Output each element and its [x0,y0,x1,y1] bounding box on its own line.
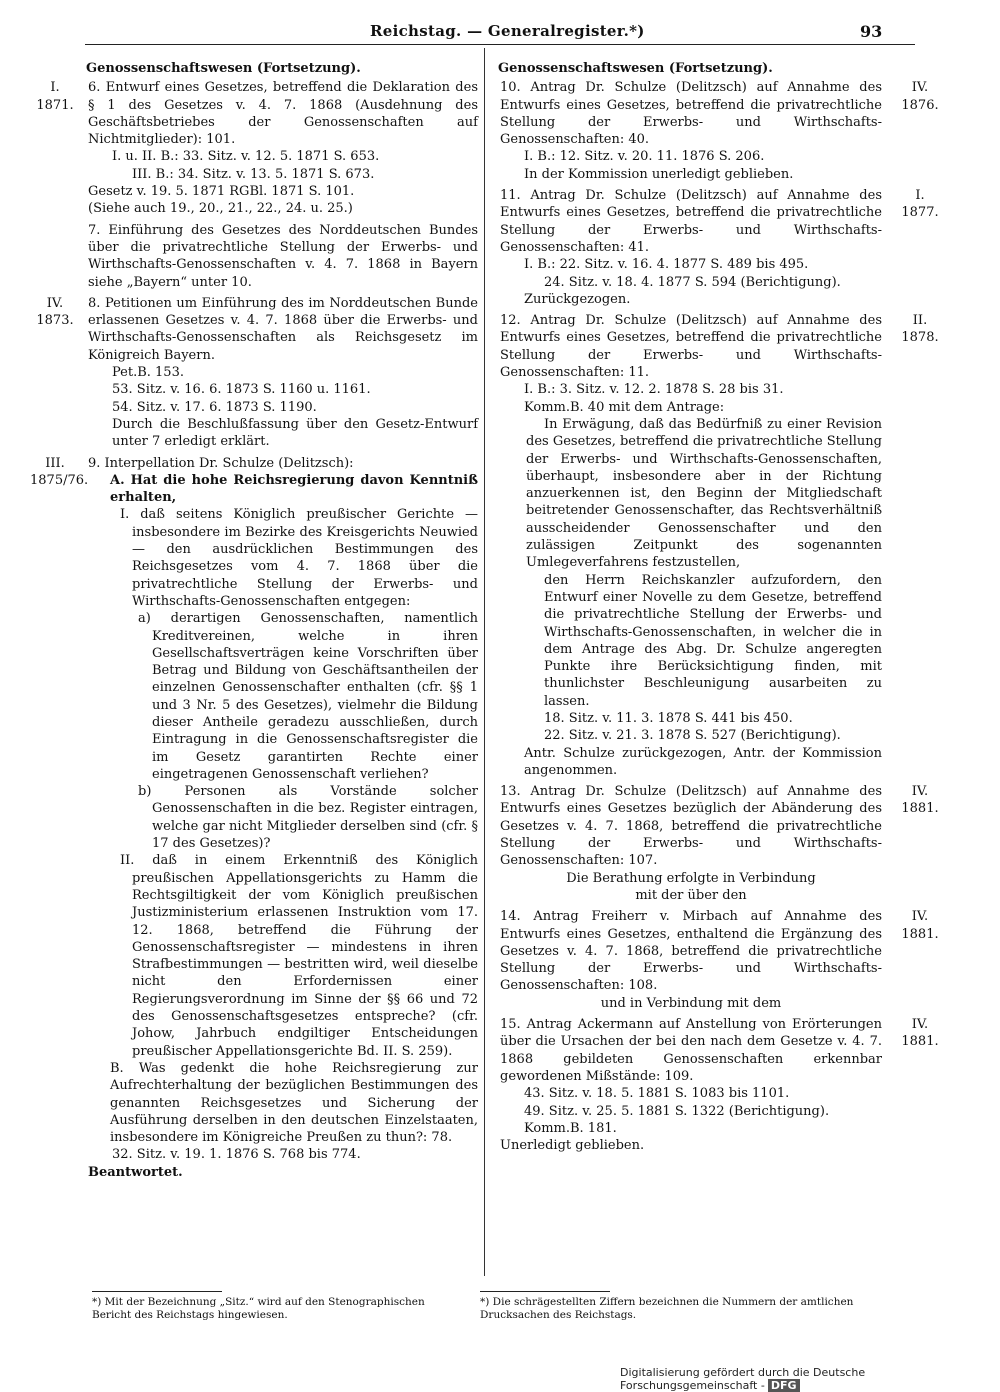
margin-note: I. 1877. [901,188,939,221]
footnote-rule [480,1291,610,1292]
entry-9 [30,455,478,1181]
entry-text: 7. Einführung des Gesetzes des Norddeutschen Bundes über die privatrechtliche Stellung der Erwerbs- und Wirthschafts-Genossenschaften v. 4. 7. 1868 in Bayern siehe „Bayern“ unter 10. [88,222,478,290]
entry-title: 14. Antrag Freiherr v. Mirbach auf Annahme des Entwurfs eines Gesetzes, enthaltend die Ergänzung des Gesetzes v. 4. 7. 1868, betreffend die privatrechtliche Stellung der Erwerbs- und Wirthschafts-Genossenschaften: 108. [500,909,882,994]
point-a: a) derartigen Genossenschaften, namentlich Kreditvereinen, welche in ihren Gesellschaftsverträgen keine Vorschriften über Betrag und Bildung von Geschäftsantheilen der einzelnen Genossenschafter enthalten (cfr. §§ 1 und 3 Nr. 5 des Gesetzes), vielmehr die Bildung dieser Antheile geradezu ausschließen, durch Eintragung in die Genossenschaftsregister die im Gesetz garantirten Rechte einer eingetragenen Genossenschaft verliehen? [138,611,478,782]
reference: III. B.: 34. Sitz. v. 13. 5. 1871 S. 673. [132,166,375,182]
question-b: B. Was gedenkt die hohe Reichsregierung zur Aufrechterhaltung der bezüglichen Bestimmungen des genannten Reichsgesetzes und Sicherung der Ausführung derselben in den deutschen Einzelstaaten, insbesondere im Königreiche Preußen zu thun?: 78. [110,1060,478,1146]
entry-15 [492,1016,942,1154]
section-title: Genossenschaftswesen (Fortsetzung). [86,61,361,76]
column-divider [484,48,485,1276]
entry-title: 11. Antrag Dr. Schulze (Delitzsch) auf Annahme des Entwurfs eines Gesetzes, betreffend die privatrechtliche Stellung der Erwerbs- und Wirthschafts-Genossenschaften: 41. [500,188,882,255]
margin-note: IV. 1881. [901,784,939,817]
entry-title: 6. Entwurf eines Gesetzes, betreffend die Deklaration des § 1 des Gesetzes v. 4. 7. 1868 (Ausdehnung des Geschäftsbetriebes der Genossenschaften auf Nichtmitglieder): 101. [88,80,478,148]
result: Beantwortet. [88,1164,183,1180]
reference: 53. Sitz. v. 16. 6. 1873 S. 1160 u. 1161. [112,382,371,398]
commission-motion: den Herrn Reichskanzler aufzufordern, den Entwurf einer Novelle zu dem Gesetze, betreffend die privatrechtliche Stellung der Erwerbs- und Wirthschafts-Genossenschaften, in welcher die in dem Antrage des Abg. Dr. Schulze angeregten Punkte ihre Berücksichtigung finden, mit thunlichster Beschleunigung ausarbeiten zu lassen. [544,572,882,709]
footnote-rule [92,1291,222,1292]
reference: Gesetz v. 19. 5. 1871 RGBl. 1871 S. 101. [88,184,355,200]
reference: 49. Sitz. v. 25. 5. 1881 S. 1322 (Berichtigung). [524,1103,830,1119]
banner-text: Digitalisierung gefördert durch die Deutsche Forschungsgemeinschaft - [620,1366,866,1392]
left-column [30,60,478,1185]
entry-6 [30,79,478,217]
margin-note: IV. 1881. [901,1017,939,1050]
footnote-left: *) Mit der Bezeichnung „Sitz.“ wird auf den Stenographischen Bericht des Reichstags hingewiesen. [92,1296,425,1321]
dfg-logo: DFG [768,1379,800,1392]
reference: Komm.B. 40 mit dem Antrage: [524,399,725,415]
entry-title: 12. Antrag Dr. Schulze (Delitzsch) auf Annahme des Entwurfs eines Gesetzes, betreffend die privatrechtliche Stellung der Erwerbs- und Wirthschafts-Genossenschaften: 11. [500,313,882,381]
result: Antr. Schulze zurückgezogen, Antr. der Kommission angenommen. [524,745,882,778]
reference: 54. Sitz. v. 17. 6. 1873 S. 1190. [112,399,317,415]
point-ii: II. daß in einem Erkenntniß des Königlich preußischen Appellationsgerichts zu Hamm die Rechtsgiltigkeit der vom Königlich preußischen Justizministerium erlassenen Instruktion vom 17. 12. 1868, betreffend die Führung der Genossenschaftsregister — mindestens in ihren Strafbestimmungen — bestritten wird, weil dieselbe nicht den Erfordernissen einer Regierungsverordnung im Sinne der §§ 66 und 72 des Genossenschaftsgesetzes entspreche? (cfr. Johow, Jahrbuch endgiltiger Entscheidungen preußischer Appellationsgerichte Bd. II. S. 259). [120,853,478,1059]
page-number: 93 [860,22,883,41]
entry-8 [30,295,478,451]
margin-note: II. 1878. [901,313,939,346]
entry-title: 9. Interpellation Dr. Schulze (Delitzsch): [88,455,354,471]
point-i: I. daß seitens Königlich preußischer Gerichte — insbesondere im Bezirke des Kreisgerichts Neuwied — den ausdrücklichen Bestimmungen des Reichsgesetzes vom 4. 7. 1868 über die privatrechtliche Stellung der Erwerbs- und Wirthschafts-Genossenschaften entgegen: [120,507,478,609]
section-title: Genossenschaftswesen (Fortsetzung). [498,61,773,76]
question-a: A. Hat die hohe Reichsregierung davon Kenntniß erhalten, [110,472,478,506]
digitization-banner [620,1366,1000,1392]
entry-12 [492,312,942,779]
note: und in Verbindung mit dem [600,995,782,1011]
result: Zurückgezogen. [524,291,631,307]
reference: 32. Sitz. v. 19. 1. 1876 S. 768 bis 774. [112,1147,361,1163]
entry-title: 10. Antrag Dr. Schulze (Delitzsch) auf Annahme des Entwurfs eines Gesetzes, betreffend die privatrechtliche Stellung der Erwerbs- und Wirthschafts-Genossenschaften: 40. [500,80,882,148]
point-b: b) Personen als Vorstände solcher Genossenschaften in die bez. Register eintragen, welche gar nicht Mitglieder derselben sind (cfr. § 17 des Gesetzes)? [138,784,478,852]
reference: 18. Sitz. v. 11. 3. 1878 S. 441 bis 450. [544,710,793,726]
right-column [492,60,942,1158]
reference: 24. Sitz. v. 18. 4. 1877 S. 594 (Berichtigung). [544,274,841,290]
entry-10 [492,79,942,183]
margin-note: IV. 1881. [901,909,939,942]
entry-title: 8. Petitionen um Einführung des im Norddeutschen Bunde erlassenen Gesetzes v. 4. 7. 1868 über die Erwerbs- und Wirthschafts-Genossenschaften als Reichsgesetz im Königreich Bayern. [88,295,478,363]
margin-note: IV. 1873. [36,295,74,329]
reference: Pet.B. 153. [112,365,184,381]
reference: 43. Sitz. v. 18. 5. 1881 S. 1083 bis 1101. [524,1086,790,1102]
reference: I. B.: 22. Sitz. v. 16. 4. 1877 S. 489 bis 495. [524,257,809,273]
margin-note: I. 1871. [36,80,74,113]
entry-7 [30,222,478,291]
result: Durch die Beschlußfassung über den Gesetz-Entwurf unter 7 erledigt erklärt. [112,416,478,450]
note: Die Berathung erfolgte in Verbindung [566,870,816,886]
entry-14 [492,908,942,1012]
reference: Komm.B. 181. [524,1120,617,1136]
note: mit der über den [635,887,747,903]
header-rule [85,44,915,45]
running-title: Reichstag. — Generalregister.*) [370,22,645,40]
margin-note: III. 1875/76. [30,455,89,488]
result: Unerledigt geblieben. [500,1138,645,1154]
entry-title: 15. Antrag Ackermann auf Anstellung von Erörterungen über die Ursachen der bei den nach dem Gesetze v. 4. 7. 1868 gebildeten Genossenschaften erkennbar gewordenen Mißstände: 109. [500,1017,882,1084]
reference: I. B.: 12. Sitz. v. 20. 11. 1876 S. 206. [524,149,765,165]
entry-11 [492,187,942,308]
entry-13 [492,783,942,904]
entry-title: 13. Antrag Dr. Schulze (Delitzsch) auf Annahme des Entwurfs eines Gesetzes bezüglich der Abänderung des Gesetzes v. 4. 7. 1868, betreffend die privatrechtliche Stellung der Erwerbs- und Wirthschafts-Genossenschaften: 107. [500,784,882,869]
commission-motion: In Erwägung, daß das Bedürfniß zu einer Revision des Gesetzes, betreffend die privatrechtliche Stellung der Erwerbs- und Wirthschafts-Genossenschaften, überhaupt, insbesondere aber in der Richtung anzuerkennen ist, den Beginn der Mitgliedschaft beitretender Genossenschafter, das Rechtsverhältniß ausscheidender Genossenschafter und den zulässigen Zeitpunkt des sogenannten Umlegeverfahrens festzustellen, [526,416,882,571]
margin-note: IV. 1876. [901,80,939,113]
reference: I. B.: 3. Sitz. v. 12. 2. 1878 S. 28 bis 31. [524,382,784,398]
reference: I. u. II. B.: 33. Sitz. v. 12. 5. 1871 S. 653. [112,149,380,165]
result: In der Kommission unerledigt geblieben. [524,166,794,182]
reference: 22. Sitz. v. 21. 3. 1878 S. 527 (Berichtigung). [544,728,841,744]
page-header [0,0,1000,50]
cross-reference: (Siehe auch 19., 20., 21., 22., 24. u. 25.) [88,201,353,217]
footnote-right: *) Die schrägestellten Ziffern bezeichnen die Nummern der amtlichen Drucksachen des Reichstags. [480,1296,854,1321]
